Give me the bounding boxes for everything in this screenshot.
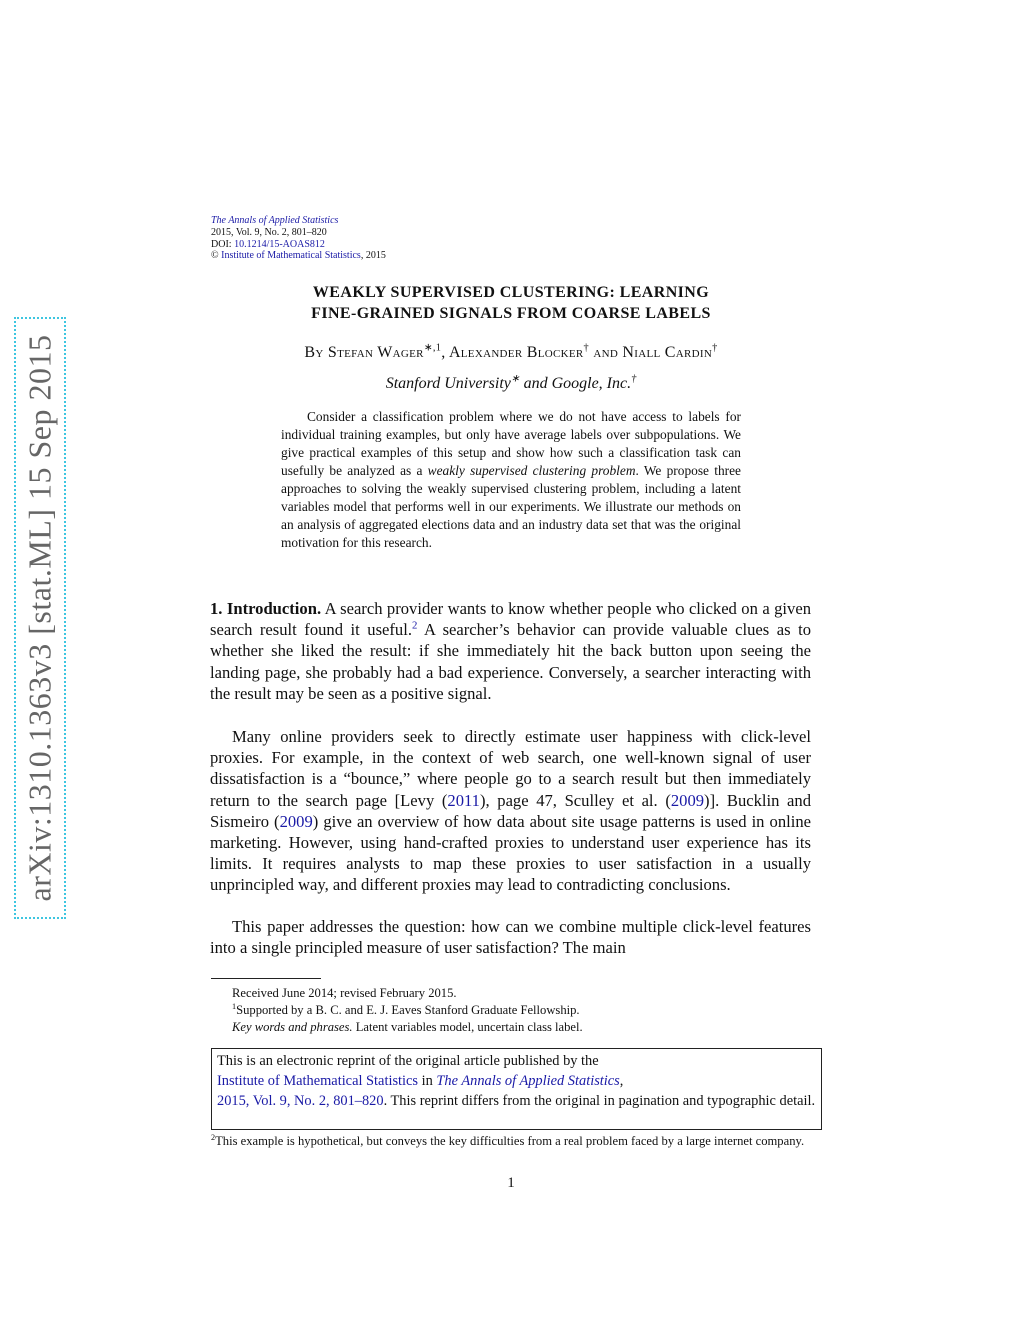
reprint-publisher-link[interactable]: Institute of Mathematical Statistics xyxy=(217,1073,419,1089)
citation-levy-2011[interactable]: 2011 xyxy=(447,790,480,810)
journal-volume: 2015, Vol. 9, No. 2, 801–820 xyxy=(211,226,327,238)
journal-copyright: © Institute of Mathematical Statistics, 2015 xyxy=(211,250,386,262)
footnote-1: $^1$Supported by a B. C. and E. J. Eaves Stanford Graduate Fellowship. xyxy=(232,1001,580,1017)
arxiv-identifier: arXiv:1310.1363v3 [stat.ML] 15 Sep 2015 xyxy=(21,334,58,902)
paper-title xyxy=(211,282,811,324)
received-note: Received June 2014; revised February 2015. xyxy=(232,986,457,1000)
reprint-journal-link[interactable]: The Annals of Applied Statistics xyxy=(436,1073,620,1089)
intro-paragraph-1: 1. Introduction. A search provider wants to know whether people who clicked on a given search result found it useful.$^2$ A searcher’s behavior can provide valuable clues as to whether she liked the result: if she immediately hit the back button upon seeing the landing page, she probably had a bad experience. Conversely, a searcher interacting with the result may be seen as a positive signal. xyxy=(210,599,811,703)
author-list: By Stefan Wager$^{∗,1}$, Alexander Blocker† and Niall Cardin† xyxy=(304,342,718,361)
footnote-2-ref[interactable]: 2 xyxy=(411,619,418,632)
footnote-rule xyxy=(211,978,321,979)
author-blocker: Alexander Blocker xyxy=(448,344,584,361)
doi-link[interactable]: 10.1214/15-AOAS812 xyxy=(234,238,325,250)
abstract: Consider a classification problem where we do not have access to labels for individual training examples, but only have average labels over subpopulations. We give practical examples of this setup and show how such a classification task can usefully be analyzed as a weakly supervised clustering problem. We propose three approaches to solving the weakly supervised clustering problem, including a latent variables model that performs well in our experiments. We illustrate our methods on an analysis of aggregated elections data and an industry data set that was the original motivation for this research. xyxy=(281,409,741,550)
arxiv-stamp xyxy=(14,317,66,919)
intro-paragraph-3: This paper addresses the question: how can we combine multiple click-level features into a single principled measure of user satisfaction? The main xyxy=(210,917,811,958)
title-line-2: FINE-GRAINED SIGNALS FROM COARSE LABELS xyxy=(311,305,711,322)
section-heading: 1. Introduction. xyxy=(210,599,322,618)
citation-bucklin-2009[interactable]: 2009 xyxy=(279,811,313,831)
copyright-icon: © xyxy=(211,250,219,262)
footnote-2: $^2$This example is hypothetical, but conveys the key difficulties from a real problem faced by a large internet company. xyxy=(211,1132,805,1148)
journal-name-link[interactable]: The Annals of Applied Statistics xyxy=(211,215,339,226)
intro-paragraph-2: Many online providers seek to directly estimate user happiness with click-level proxies. For example, in the context of web search, one well-known signal of user dissatisfaction is a “bounce,” where people go to a search result but then immediately return to the search page [Levy (2011), page 47, Sculley et al. (2009)]. Bucklin and Sismeiro (2009) give an overview of how data about site usage patterns is used in online marketing. However, using hand-crafted proxies to understand user experience has its limits. It requires analysts to map these proxies to user satisfaction in a usually unprincipled way, and different proxies may lead to contradicting conclusions. xyxy=(210,727,811,895)
footnotes-top xyxy=(211,985,832,1036)
author-cardin: Niall Cardin xyxy=(622,344,713,361)
reprint-volume-link[interactable]: 2015, Vol. 9, No. 2, 801–820 xyxy=(217,1093,384,1109)
citation-sculley-2009[interactable]: 2009 xyxy=(670,790,705,810)
reprint-notice-box: This is an electronic reprint of the original article published by the Institute of Mathematical Statistics in The Annals of Applied Statistics, 2015, Vol. 9, No. 2, 801–820. This reprint differs from the original in pagination and typographic detail. xyxy=(211,1048,822,1130)
affiliation: Stanford University∗ and Google, Inc.† xyxy=(385,373,637,392)
journal-header xyxy=(211,215,386,262)
title-line-1: WEAKLY SUPERVISED CLUSTERING: LEARNING xyxy=(312,284,710,301)
page-number: 1 xyxy=(507,1175,515,1191)
author-wager: Stefan Wager xyxy=(327,344,424,361)
journal-doi: DOI: 10.1214/15-AOAS812 xyxy=(211,238,325,250)
keywords: Key words and phrases. Latent variables model, uncertain class label. xyxy=(232,1020,583,1034)
publisher-link[interactable]: Institute of Mathematical Statistics xyxy=(221,250,361,262)
